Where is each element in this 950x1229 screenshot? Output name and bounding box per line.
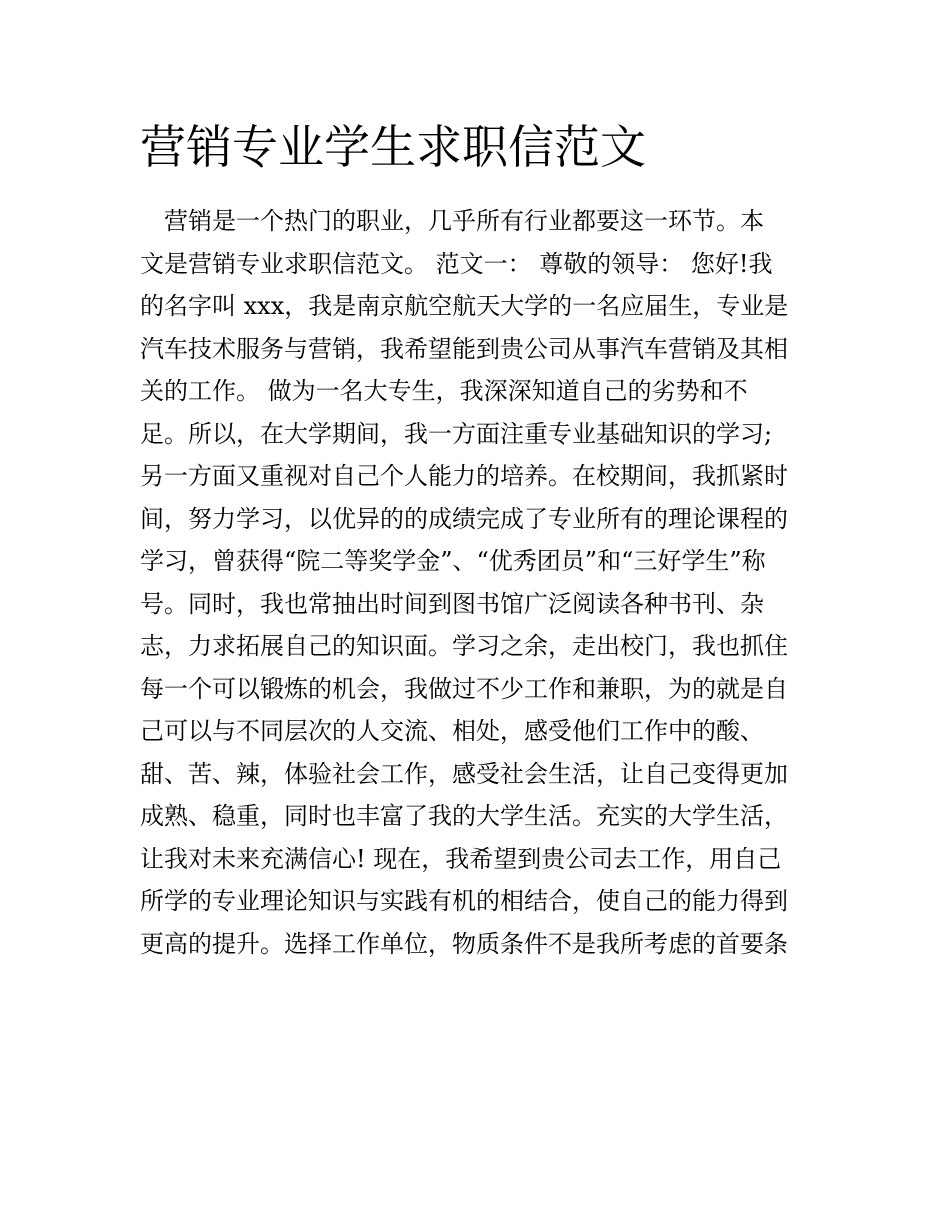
body-line: 关的工作。 做为一名大专生，我深深知道自己的劣势和不 (140, 377, 748, 405)
body-line: 让我对未来充满信心! 现在，我希望到贵公司去工作，用自己 (140, 844, 782, 873)
body-line: 汽车技术服务与营销，我希望能到贵公司从事汽车营销及其相 (140, 334, 788, 363)
body-line: 所学的专业理论知识与实践有机的相结合，使自己的能力得到 (140, 887, 788, 915)
body-line: 学习，曾获得“院二等奖学金”、“优秀团员”和“三好学生”称 (140, 547, 766, 575)
body-line: 志，力求拓展自己的知识面。学习之余，走出校门，我也抓住 (140, 632, 788, 660)
body-line: 甜、苦、辣，体验社会工作，感受社会生活，让自己变得更加 (140, 759, 788, 788)
body-line: 另一方面又重视对自己个人能力的培养。在校期间，我抓紧时 (140, 462, 788, 490)
body-line: 成熟、稳重，同时也丰富了我的大学生活。充实的大学生活， (140, 802, 788, 830)
body-line: 己可以与不同层次的人交流、相处，感受他们工作中的酸、 (140, 717, 764, 745)
body-line: 的名字叫 xxx，我是南京航空航天大学的一名应届生，专业是 (140, 292, 789, 320)
body-line: 更高的提升。选择工作单位，物质条件不是我所考虑的首要条 (140, 929, 788, 958)
body-line: 足。所以，在大学期间，我一方面注重专业基础知识的学习; (140, 419, 773, 448)
body-line: 每一个可以锻炼的机会，我做过不少工作和兼职，为的就是自 (140, 674, 788, 703)
body-line: 号。同时，我也常抽出时间到图书馆广泛阅读各种书刊、杂 (140, 589, 764, 618)
body-line: 营销是一个热门的职业，几乎所有行业都要这一环节。本 (140, 207, 764, 235)
body-line: 文是营销专业求职信范文。 范文一： 尊敬的领导： 您好!我 (140, 249, 773, 278)
document-body (140, 200, 820, 965)
document-title: 营销专业学生求职信范文 (140, 120, 646, 174)
body-line: 间，努力学习，以优异的的成绩完成了专业所有的理论课程的 (140, 504, 788, 533)
